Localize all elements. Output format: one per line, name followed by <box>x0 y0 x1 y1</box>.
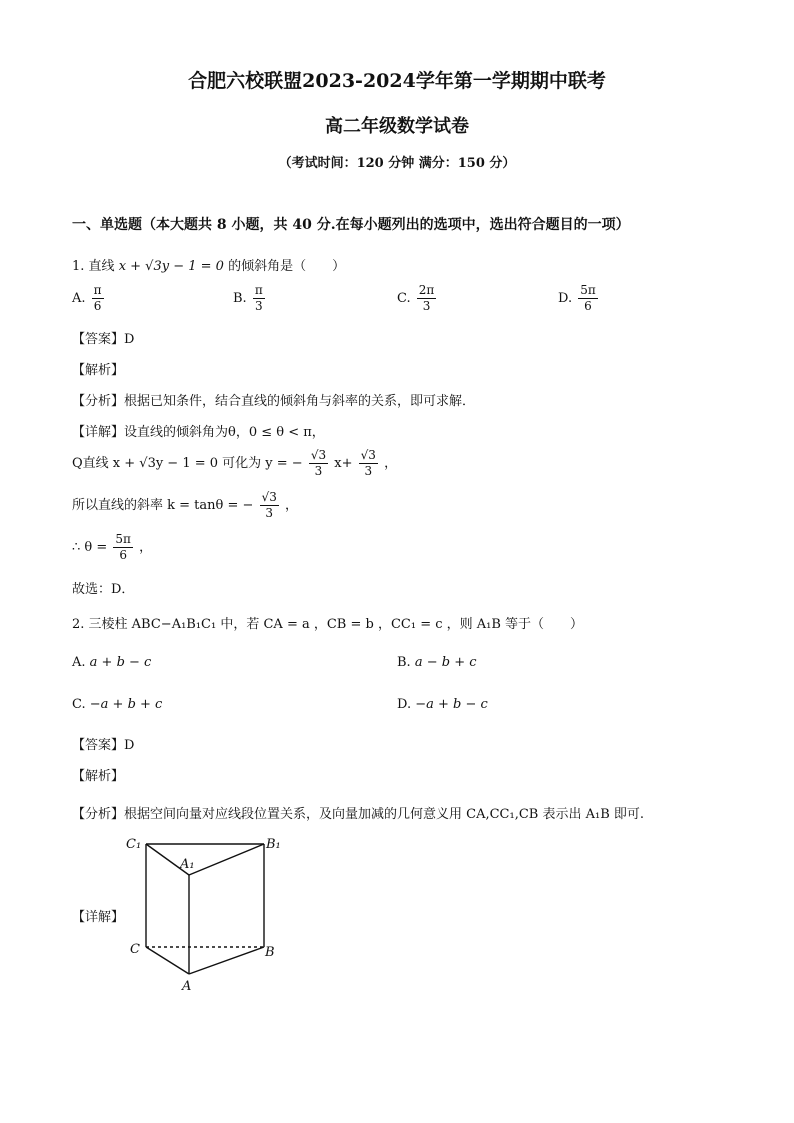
q1-conclusion: 故选：D． <box>72 582 135 597</box>
detail-text: ， <box>384 456 398 471</box>
q2-option-c <box>72 697 162 712</box>
option-label: B. <box>233 291 247 306</box>
label-b: B <box>265 945 275 960</box>
q1-detail-4 <box>72 532 152 563</box>
detail-text: x+ <box>334 456 353 471</box>
frac-den: 3 <box>364 464 373 478</box>
q2-answer: 【答案】D <box>72 738 135 753</box>
frac-den: 6 <box>93 299 102 313</box>
paper-title: 合肥六校联盟2023-2024学年第一学期期中联考 <box>188 70 606 92</box>
question-1-stem <box>72 255 345 274</box>
q2-option-a <box>72 655 151 670</box>
frac-den: 6 <box>584 299 592 313</box>
edge-a-b <box>189 947 264 974</box>
q1-stem-prefix: 1. 直线 <box>72 259 115 274</box>
q2-detail-tag: 【详解】 <box>72 910 125 925</box>
detail-text: ∴ θ = <box>72 540 108 555</box>
q2-option-b <box>397 655 477 670</box>
q1-answer: 【答案】D <box>72 332 135 347</box>
option-label: C. <box>397 291 411 306</box>
frac-den: 3 <box>314 464 323 478</box>
frac-num: √3 <box>261 490 277 504</box>
q1-detail-1: 【详解】设直线的倾斜角为θ，0 ≤ θ < π， <box>72 425 325 440</box>
label-a1: A₁ <box>180 857 195 872</box>
option-label: B. <box>397 655 411 670</box>
paper-subtitle: 高二年级数学试卷 <box>325 116 469 137</box>
option-label: A. <box>72 291 86 306</box>
option-label: D. <box>558 291 573 306</box>
option-text: a − b + c <box>414 655 477 670</box>
q1-analysis-tag: 【解析】 <box>72 363 125 378</box>
q1-option-b <box>233 283 267 314</box>
exam-info: （考试时间：120 分钟 满分：150 分） <box>278 156 516 171</box>
q1-fenxi: 【分析】根据已知条件，结合直线的倾斜角与斜率的关系，即可求解． <box>72 394 476 409</box>
question-2-stem: 2. 三棱柱 ABC−A₁B₁C₁ 中，若 CA = a ，CB = b ，CC₁ = c ，则 A₁B 等于（ ） <box>72 617 584 632</box>
detail-text: 所以直线的斜率 k = tanθ = − <box>72 498 254 513</box>
label-c1: C₁ <box>126 837 142 852</box>
detail-text: Q直线 x + √3y − 1 = 0 可化为 y = − <box>72 456 303 471</box>
option-text: −a + b + c <box>89 697 163 712</box>
label-c: C <box>130 942 140 957</box>
q1-stem-math: x + √3y − 1 = 0 <box>118 259 224 274</box>
q1-stem-suffix: 的倾斜角是（ ） <box>228 259 346 274</box>
option-label: A. <box>72 655 86 670</box>
frac-den: 3 <box>422 299 431 313</box>
q2-fenxi: 【分析】根据空间向量对应线段位置关系，及向量加减的几何意义用 CA,CC₁,CB 表示出 A₁B 即可. <box>72 807 645 822</box>
detail-text: ， <box>139 540 153 555</box>
label-a: A <box>182 979 192 994</box>
frac-num: 5π <box>580 283 596 297</box>
frac-num: π <box>93 283 102 297</box>
label-b1: B₁ <box>266 837 281 852</box>
frac-den: 3 <box>254 299 263 313</box>
frac-den: 3 <box>265 506 273 520</box>
frac-num: √3 <box>360 448 376 462</box>
option-label: D. <box>397 697 412 712</box>
option-text: a + b − c <box>89 655 152 670</box>
frac-den: 6 <box>119 548 127 562</box>
frac-num: 5π <box>115 532 131 546</box>
q1-option-a <box>72 283 106 314</box>
edge-c-a <box>146 947 189 974</box>
prism-figure <box>120 828 295 998</box>
q1-detail-2 <box>72 448 397 479</box>
frac-num: √3 <box>310 448 327 462</box>
q1-option-c <box>397 283 438 314</box>
frac-num: π <box>254 283 263 297</box>
frac-num: 2π <box>418 283 435 297</box>
q2-analysis-tag: 【解析】 <box>72 769 125 784</box>
option-label: C. <box>72 697 86 712</box>
edge-a1-b1 <box>189 844 264 875</box>
option-text: −a + b − c <box>415 697 488 712</box>
q2-option-d <box>397 697 488 712</box>
detail-text: ， <box>284 498 298 513</box>
q1-detail-3 <box>72 490 298 521</box>
q1-option-d <box>558 283 600 314</box>
section-heading: 一、单选题（本大题共 8 小题，共 40 分.在每小题列出的选项中，选出符合题目的一项） <box>72 217 630 233</box>
